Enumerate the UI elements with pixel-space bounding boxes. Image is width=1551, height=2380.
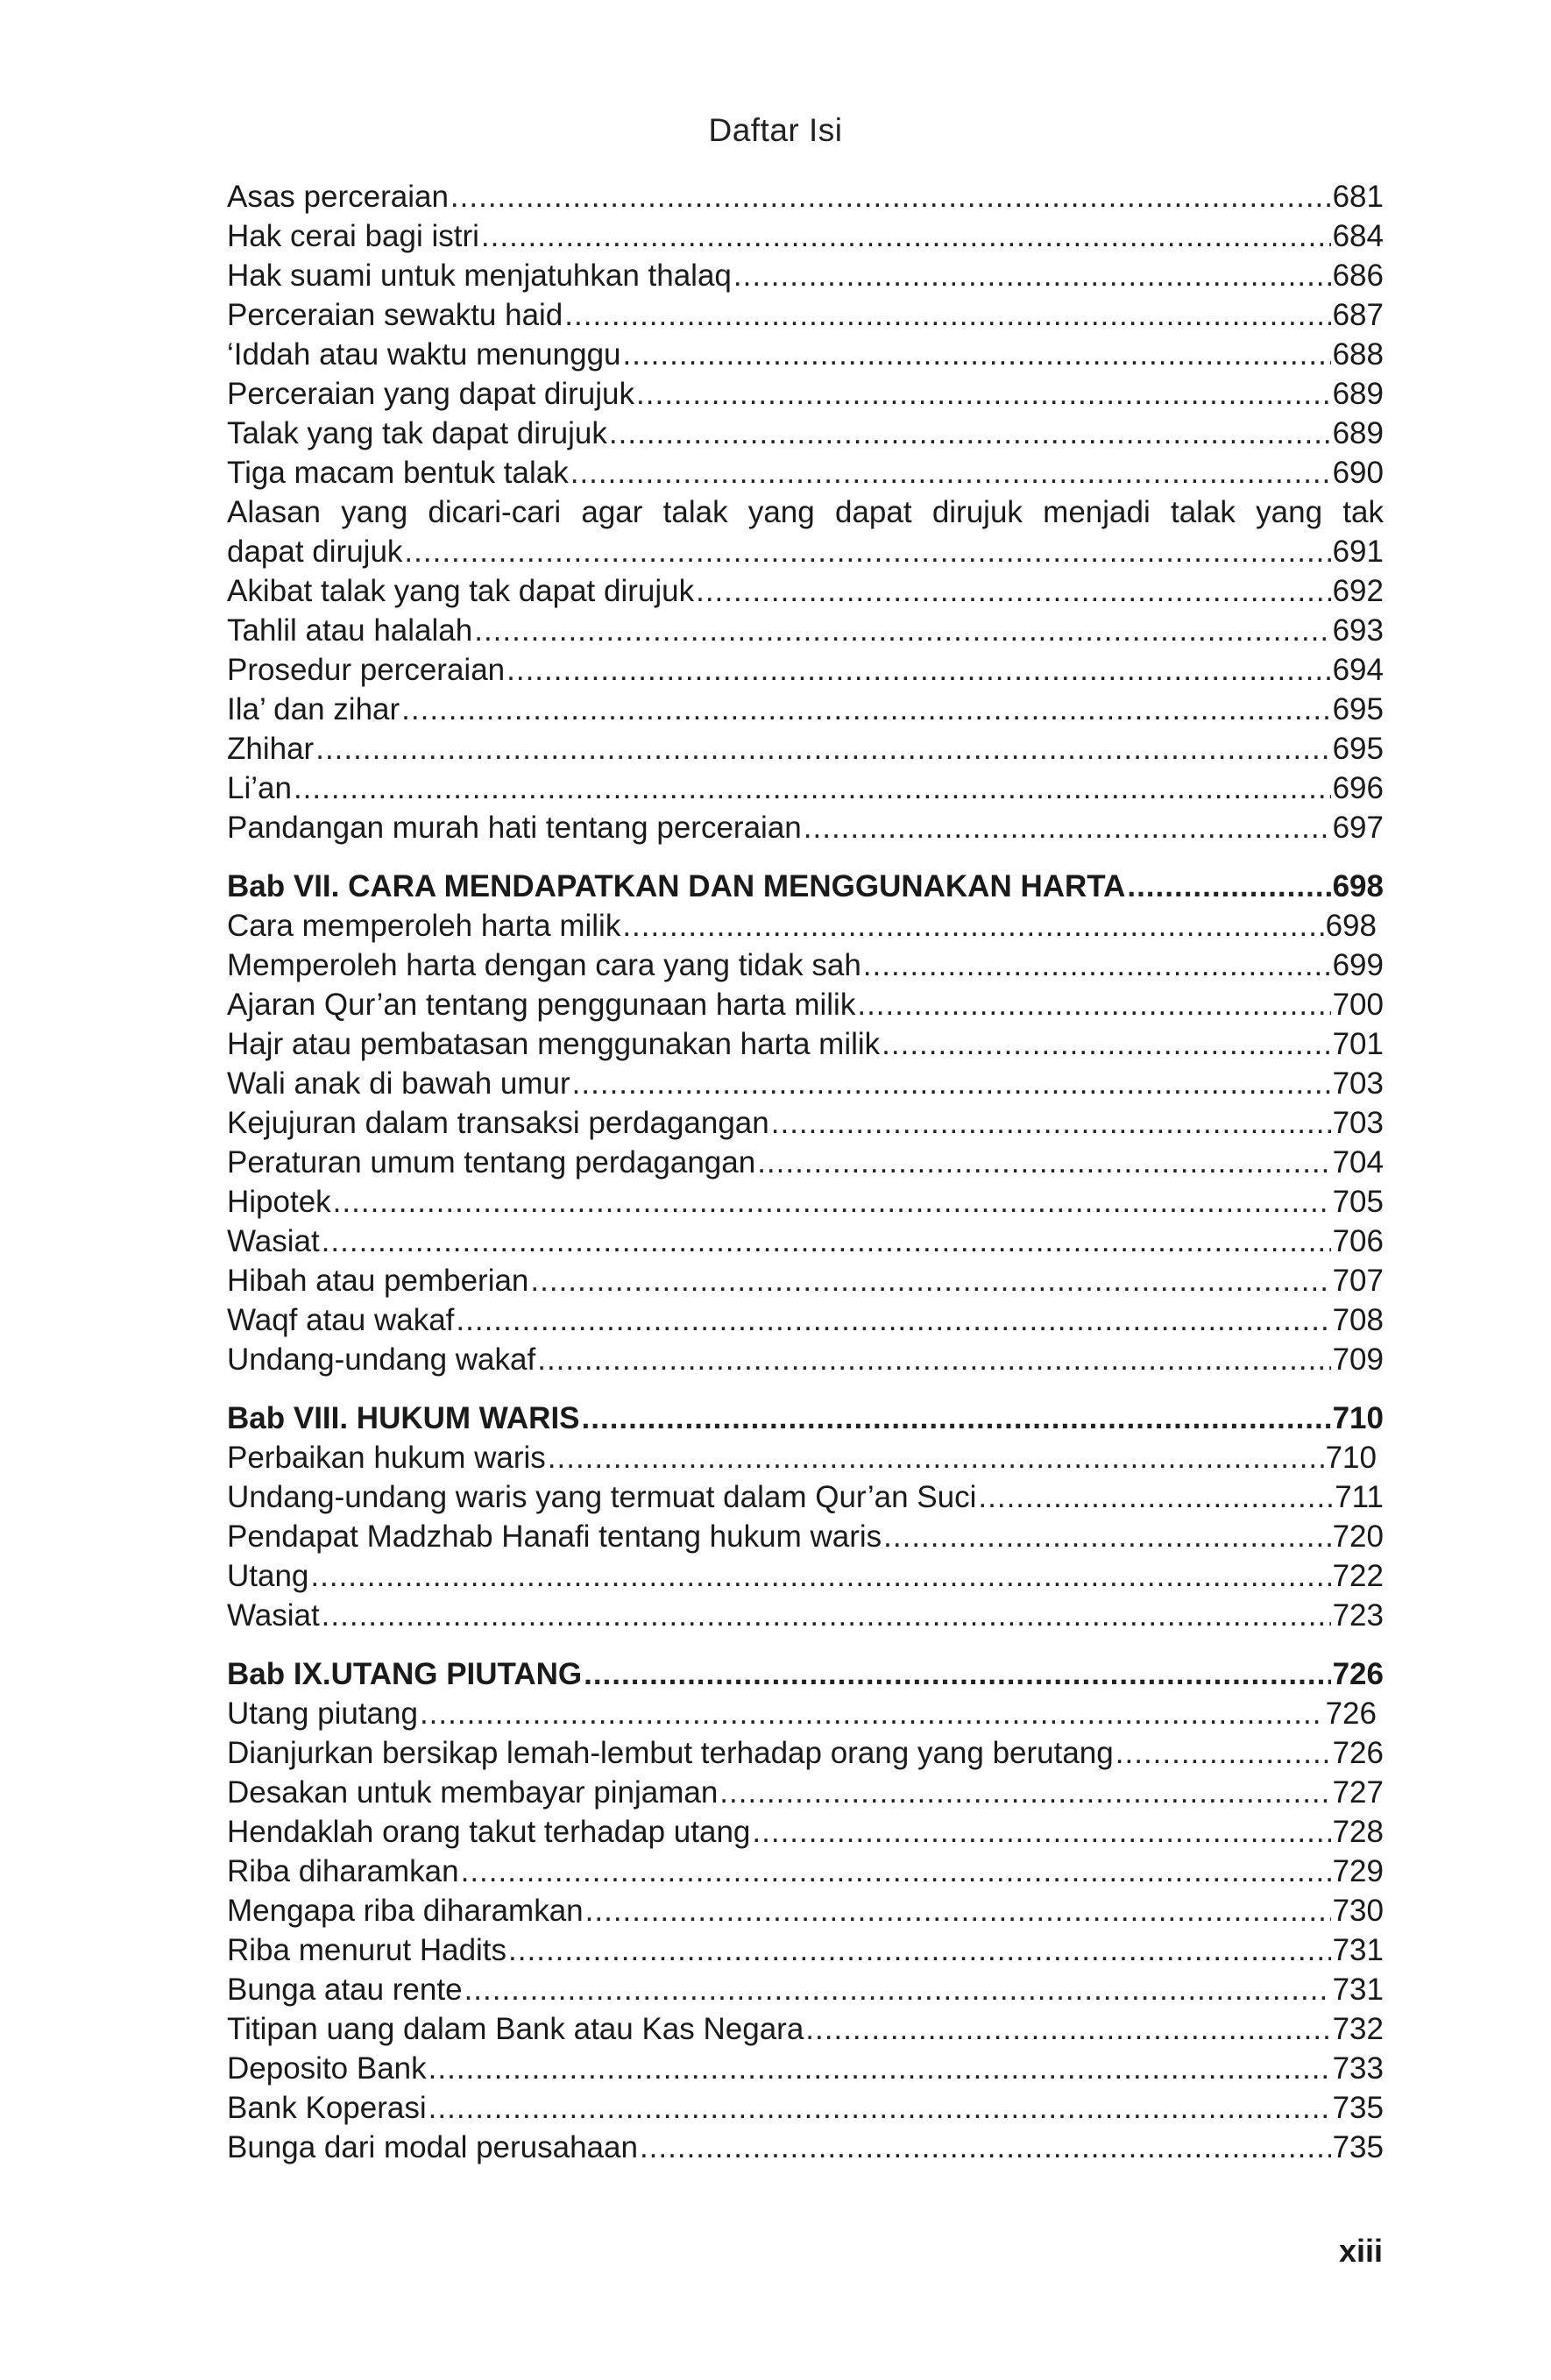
toc-entry-label: Utang piutang (227, 1696, 418, 1731)
toc-entry (227, 650, 1384, 690)
dot-leader (420, 1694, 1324, 1733)
toc-entry (227, 1300, 1384, 1340)
toc-entry (227, 177, 1384, 216)
toc-entry-label: Perbaikan hukum waris (227, 1441, 546, 1475)
toc-entry (227, 1143, 1384, 1182)
dot-leader (294, 769, 1331, 808)
toc-entry-page: 720 (1332, 1519, 1384, 1554)
toc-entry (227, 1438, 1384, 1477)
toc-entry-label: Ajaran Qur’an tentang penggunaan harta milik (227, 988, 856, 1022)
toc-entry (227, 1556, 1384, 1596)
dot-leader (585, 1891, 1331, 1930)
toc-entry (227, 532, 1384, 571)
toc-entry-page: 694 (1332, 653, 1384, 687)
toc-entry-label: Undang-undang waris yang termuat dalam Qur’an Suci (227, 1480, 977, 1514)
toc-entry-page: 731 (1332, 1973, 1384, 2007)
toc-entry-page: 695 (1332, 732, 1384, 766)
dot-leader (623, 335, 1331, 374)
toc-entry-page: 732 (1332, 2012, 1384, 2046)
toc-entry-label: Desakan untuk membayar pinjaman (227, 1775, 719, 1810)
toc-entry-page: 697 (1332, 811, 1384, 845)
toc-entry-page: 705 (1332, 1185, 1384, 1219)
toc-entry-label: Wasiat (227, 1598, 320, 1633)
toc-entry-page: 690 (1332, 456, 1384, 490)
toc-entry-label: Hendaklah orang takut terhadap utang (227, 1815, 751, 1849)
toc-entry-page: 733 (1332, 2051, 1384, 2086)
toc-entry-label: Hak suami untuk menjatuhkan thalaq (227, 259, 732, 293)
toc-entry-page: 703 (1332, 1066, 1384, 1101)
toc-entry-label: Prosedur perceraian (227, 653, 506, 687)
toc-entry-page: 706 (1332, 1224, 1384, 1258)
chapter-heading (227, 1654, 1384, 1694)
dot-leader (401, 690, 1330, 729)
toc-entry-page: 704 (1332, 1145, 1384, 1179)
dot-leader (584, 1654, 1330, 1694)
toc-entry-label: Wali anak di bawah umur (227, 1066, 570, 1101)
dot-leader (481, 216, 1331, 256)
toc-entry (227, 2049, 1384, 2088)
table-of-contents (227, 177, 1384, 2167)
toc-entry-label: Perceraian sewaktu haid (227, 298, 563, 332)
dot-leader (719, 1773, 1330, 1812)
toc-entry (227, 906, 1384, 946)
toc-entry (227, 1596, 1384, 1635)
toc-entry-wrapped-line: Alasan yang dicari-cari agar talak yang dapat dirujuk menjadi talak yang tak (227, 495, 1384, 529)
dot-leader (506, 650, 1330, 690)
toc-entry-label: Bunga atau rente (227, 1973, 463, 2007)
toc-entry-label: Riba diharamkan (227, 1854, 459, 1888)
toc-entry-page: 698 (1325, 909, 1377, 943)
dot-leader (322, 1596, 1331, 1635)
toc-entry (227, 1261, 1384, 1300)
toc-entry-label: Li’an (227, 771, 292, 805)
toc-entry-label: Ila’ dan zihar (227, 692, 400, 726)
toc-entry-label: Utang (227, 1559, 309, 1593)
toc-entry (227, 1103, 1384, 1143)
toc-entry-label: Deposito Bank (227, 2051, 427, 2086)
dot-leader (310, 1556, 1330, 1596)
toc-entry (227, 1773, 1384, 1812)
toc-entry-page: 707 (1332, 1264, 1384, 1298)
toc-entry-page: 689 (1332, 416, 1384, 450)
toc-entry (227, 414, 1384, 453)
toc-entry-label: Wasiat (227, 1224, 320, 1258)
chapter-heading-label: Bab VII. CARA MENDAPATKAN DAN MENGGUNAKAN HARTA (227, 869, 1126, 903)
chapter-heading-page: 698 (1332, 869, 1384, 903)
toc-entry-label: Pendapat Madzhab Hanafi tentang hukum waris (227, 1519, 882, 1554)
toc-entry-page: 727 (1332, 1775, 1384, 1810)
dot-leader (804, 808, 1331, 847)
toc-entry (227, 946, 1384, 985)
dot-leader (733, 256, 1331, 295)
toc-entry (227, 690, 1384, 729)
toc-entry-page: 701 (1332, 1027, 1384, 1061)
toc-entry (227, 453, 1384, 492)
toc-entry-label: Hak cerai bagi istri (227, 219, 479, 253)
toc-entry (227, 1064, 1384, 1103)
toc-entry (227, 808, 1384, 847)
dot-leader (1127, 867, 1330, 906)
toc-entry-label: Kejujuran dalam transaksi perdagangan (227, 1106, 769, 1140)
toc-entry-label: Pandangan murah hati tentang perceraian (227, 811, 802, 845)
toc-entry-label: Peraturan umum tentang perdagangan (227, 1145, 756, 1179)
toc-entry-page: 709 (1332, 1342, 1384, 1377)
toc-entry-label: Bunga dari modal perusahaan (227, 2130, 638, 2164)
toc-entry-label: Talak yang tak dapat dirujuk (227, 416, 607, 450)
toc-entry-page: 692 (1332, 574, 1384, 608)
toc-entry-page: 681 (1332, 180, 1384, 214)
dot-leader (456, 1300, 1330, 1340)
toc-entry-page: 684 (1332, 219, 1384, 253)
toc-entry (227, 295, 1384, 335)
toc-entry (227, 1852, 1384, 1891)
toc-entry-page: 710 (1325, 1441, 1377, 1475)
dot-leader (572, 1064, 1331, 1103)
dot-leader (404, 532, 1330, 571)
toc-entry-page: 695 (1332, 692, 1384, 726)
toc-entry (227, 1694, 1384, 1733)
dot-leader (757, 1143, 1330, 1182)
dot-leader (474, 611, 1330, 650)
toc-entry-page: 700 (1332, 988, 1384, 1022)
dot-leader (883, 1517, 1330, 1556)
toc-entry-label: ‘Iddah atau waktu menunggu (227, 337, 621, 372)
toc-entry-page: 691 (1332, 535, 1384, 569)
toc-entry (227, 2009, 1384, 2049)
toc-entry (227, 1891, 1384, 1930)
dot-leader (640, 2128, 1331, 2167)
toc-entry-label: Tahlil atau halalah (227, 613, 473, 648)
toc-entry-page: 728 (1332, 1815, 1384, 1849)
chapter-heading (227, 1399, 1384, 1438)
chapter-heading-label: Bab IX.UTANG PIUTANG (227, 1657, 583, 1691)
dot-leader (428, 2088, 1331, 2128)
dot-leader (450, 177, 1331, 216)
toc-entry (227, 256, 1384, 295)
dot-leader (548, 1438, 1324, 1477)
toc-entry-label: Zhihar (227, 732, 315, 766)
toc-entry-page: 696 (1332, 771, 1384, 805)
toc-entry (227, 335, 1384, 374)
dot-leader (564, 295, 1330, 335)
toc-entry-page: 703 (1332, 1106, 1384, 1140)
toc-entry (227, 1477, 1384, 1517)
toc-entry-label: dapat dirujuk (227, 535, 403, 569)
dot-leader (508, 1930, 1331, 1970)
toc-entry-label: Waqf atau wakaf (227, 1303, 455, 1337)
toc-entry-page: 711 (1335, 1480, 1384, 1514)
toc-entry (227, 1970, 1384, 2009)
toc-entry-label: Titipan uang dalam Bank atau Kas Negara (227, 2012, 804, 2046)
toc-entry (227, 729, 1384, 769)
toc-entry-label: Akibat talak yang tak dapat dirujuk (227, 574, 695, 608)
toc-entry-label: Undang-undang wakaf (227, 1342, 536, 1377)
dot-leader (461, 1852, 1331, 1891)
toc-entry-page: 708 (1332, 1303, 1384, 1337)
toc-entry-page: 693 (1332, 613, 1384, 648)
toc-entry-page: 722 (1332, 1559, 1384, 1593)
dot-leader (322, 1222, 1331, 1261)
toc-entry-label: Mengapa riba diharamkan (227, 1894, 584, 1928)
toc-entry-label: Perceraian yang dapat dirujuk (227, 377, 635, 411)
toc-entry-page: 726 (1332, 1736, 1384, 1770)
dot-leader (863, 946, 1331, 985)
toc-entry-page: 723 (1332, 1598, 1384, 1633)
dot-leader (333, 1182, 1331, 1222)
dot-leader (752, 1812, 1330, 1852)
chapter-heading-page: 726 (1332, 1657, 1384, 1691)
toc-entry-page: 688 (1332, 337, 1384, 372)
toc-entry-page: 687 (1332, 298, 1384, 332)
toc-entry-label: Cara memperoleh harta milik (227, 909, 621, 943)
dot-leader (636, 374, 1331, 414)
toc-entry-page: 689 (1332, 377, 1384, 411)
toc-entry (227, 2088, 1384, 2128)
toc-entry (227, 1930, 1384, 1970)
toc-entry-page: 699 (1332, 948, 1384, 982)
toc-entry-label: Bank Koperasi (227, 2091, 427, 2125)
toc-entry (227, 769, 1384, 808)
dot-leader (570, 453, 1331, 492)
dot-leader (530, 1261, 1330, 1300)
toc-entry (227, 1812, 1384, 1852)
dot-leader (582, 1399, 1331, 1438)
toc-entry-label: Dianjurkan bersikap lemah-lembut terhadap orang yang berutang (227, 1736, 1114, 1770)
dot-leader (1115, 1733, 1331, 1773)
dot-leader (771, 1103, 1331, 1143)
toc-entry-page: 735 (1332, 2130, 1384, 2164)
toc-entry-page: 686 (1332, 259, 1384, 293)
toc-entry-label: Riba menurut Hadits (227, 1933, 507, 1967)
dot-leader (537, 1340, 1330, 1379)
running-head: Daftar Isi (708, 112, 843, 148)
toc-entry-label: Tiga macam bentuk talak (227, 456, 569, 490)
toc-entry (227, 1024, 1384, 1064)
toc-entry (227, 2128, 1384, 2167)
toc-entry-page: 731 (1332, 1933, 1384, 1967)
chapter-heading-page: 710 (1332, 1401, 1384, 1435)
toc-entry (227, 1222, 1384, 1261)
chapter-heading (227, 867, 1384, 906)
dot-leader (882, 1024, 1330, 1064)
dot-leader (315, 729, 1330, 769)
toc-entry (227, 611, 1384, 650)
toc-entry-label: Hibah atau pemberian (227, 1264, 529, 1298)
toc-entry-page: 726 (1325, 1696, 1377, 1731)
toc-entry-page: 729 (1332, 1854, 1384, 1888)
dot-leader (696, 571, 1330, 611)
toc-entry-label: Hipotek (227, 1185, 331, 1219)
toc-entry (227, 1340, 1384, 1379)
toc-entry (227, 1517, 1384, 1556)
toc-entry-page: 730 (1332, 1894, 1384, 1928)
dot-leader (857, 985, 1330, 1024)
toc-entry-page: 735 (1332, 2091, 1384, 2125)
toc-entry (227, 374, 1384, 414)
toc-entry (227, 1182, 1384, 1222)
chapter-heading-label: Bab VIII. HUKUM WARIS (227, 1401, 580, 1435)
dot-leader (428, 2049, 1331, 2088)
dot-leader (464, 1970, 1331, 2009)
dot-leader (978, 1477, 1333, 1517)
toc-entry (227, 216, 1384, 256)
page-number: xiii (1338, 2233, 1383, 2269)
toc-entry (227, 571, 1384, 611)
toc-entry (227, 1733, 1384, 1773)
toc-entry (227, 985, 1384, 1024)
toc-entry-label: Hajr atau pembatasan menggunakan harta milik (227, 1027, 881, 1061)
toc-entry-label: Memperoleh harta dengan cara yang tidak sah (227, 948, 861, 982)
dot-leader (609, 414, 1331, 453)
dot-leader (805, 2009, 1330, 2049)
dot-leader (622, 906, 1323, 946)
toc-entry-label: Asas perceraian (227, 180, 449, 214)
